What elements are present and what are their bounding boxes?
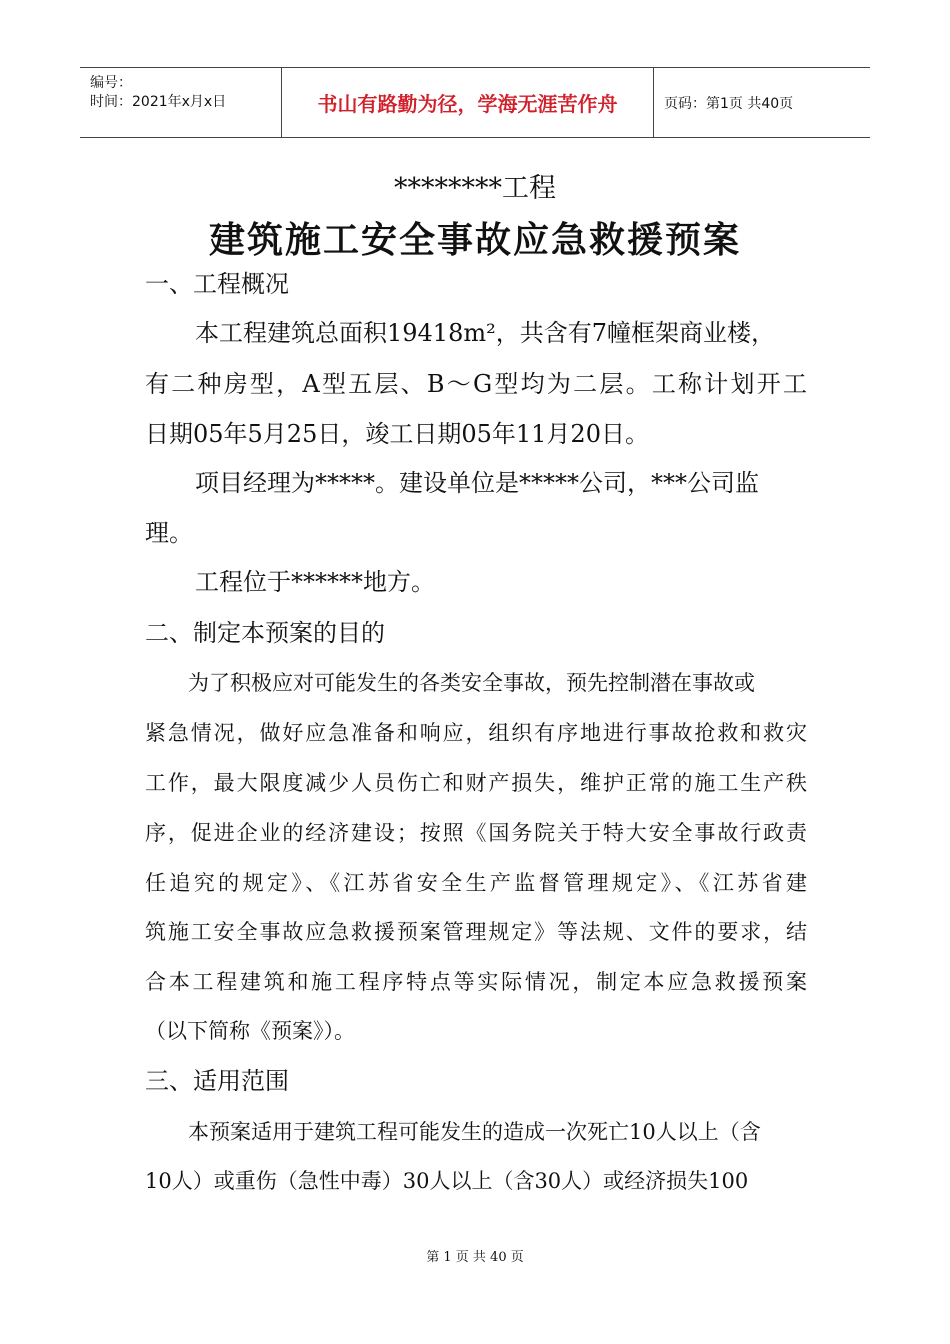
page-header: [80, 67, 870, 138]
paragraph-line: 合本工程建筑和施工程序特点等实际情况，制定本应急救援预案: [145, 970, 807, 994]
paragraph-line: 工作，最大限度减少人员伤亡和财产损失，维护正常的施工生产秩: [145, 771, 807, 795]
section-heading-1: 一、工程概况: [145, 270, 289, 298]
section-heading-3: 三、适用范围: [145, 1067, 289, 1095]
paragraph-line: 日期05年5月25日，竣工日期05年11月20日。: [145, 420, 649, 448]
paragraph-line: 序，促进企业的经济建设；按照《国务院关于特大安全事故行政责: [145, 821, 807, 845]
project-title: ********工程: [394, 173, 556, 204]
header-motto: 书山有路勤为径，学海无涯苦作舟: [282, 68, 654, 137]
paragraph-line: （以下简称《预案》）。: [145, 1019, 355, 1043]
paragraph-line: 筑施工安全事故应急救援预案管理规定》等法规、文件的要求，结: [145, 920, 807, 944]
paragraph-line: 为了积极应对可能发生的各类安全事故，预先控制潜在事故或: [188, 671, 755, 695]
paragraph-line: 有二种房型，A型五层、B～G型均为二层。工称计划开工: [145, 370, 807, 398]
time-label: 时间：2021年x月x日: [90, 94, 227, 110]
paragraph-line: 项目经理为*****。建设单位是*****公司，***公司监: [195, 469, 759, 497]
paragraph-line: 10人）或重伤（急性中毒）30人以上（含30人）或经济损失100: [145, 1169, 749, 1193]
paragraph-line: 本预案适用于建筑工程可能发生的造成一次死亡10人以上（含: [188, 1120, 761, 1144]
paragraph-line: 工程位于******地方。: [195, 568, 435, 596]
number-label: 编号：: [90, 75, 132, 91]
paragraph-line: 理。: [145, 519, 193, 547]
header-meta: [80, 68, 282, 137]
paragraph-line: 紧急情况，做好应急准备和响应，组织有序地进行事故抢救和救灾: [145, 721, 807, 745]
document-title: 建筑施工安全事故应急救援预案: [208, 220, 741, 261]
section-heading-2: 二、制定本预案的目的: [145, 619, 385, 647]
paragraph-line: 任追究的规定》、《江苏省安全生产监督管理规定》、《江苏省建: [145, 871, 807, 895]
page-footer: 第 1 页 共 40 页: [426, 1250, 524, 1265]
paragraph-line: 本工程建筑总面积19418m²，共含有7幢框架商业楼，: [195, 319, 775, 347]
header-page-info: 页码：第1页 共40页: [664, 95, 794, 112]
